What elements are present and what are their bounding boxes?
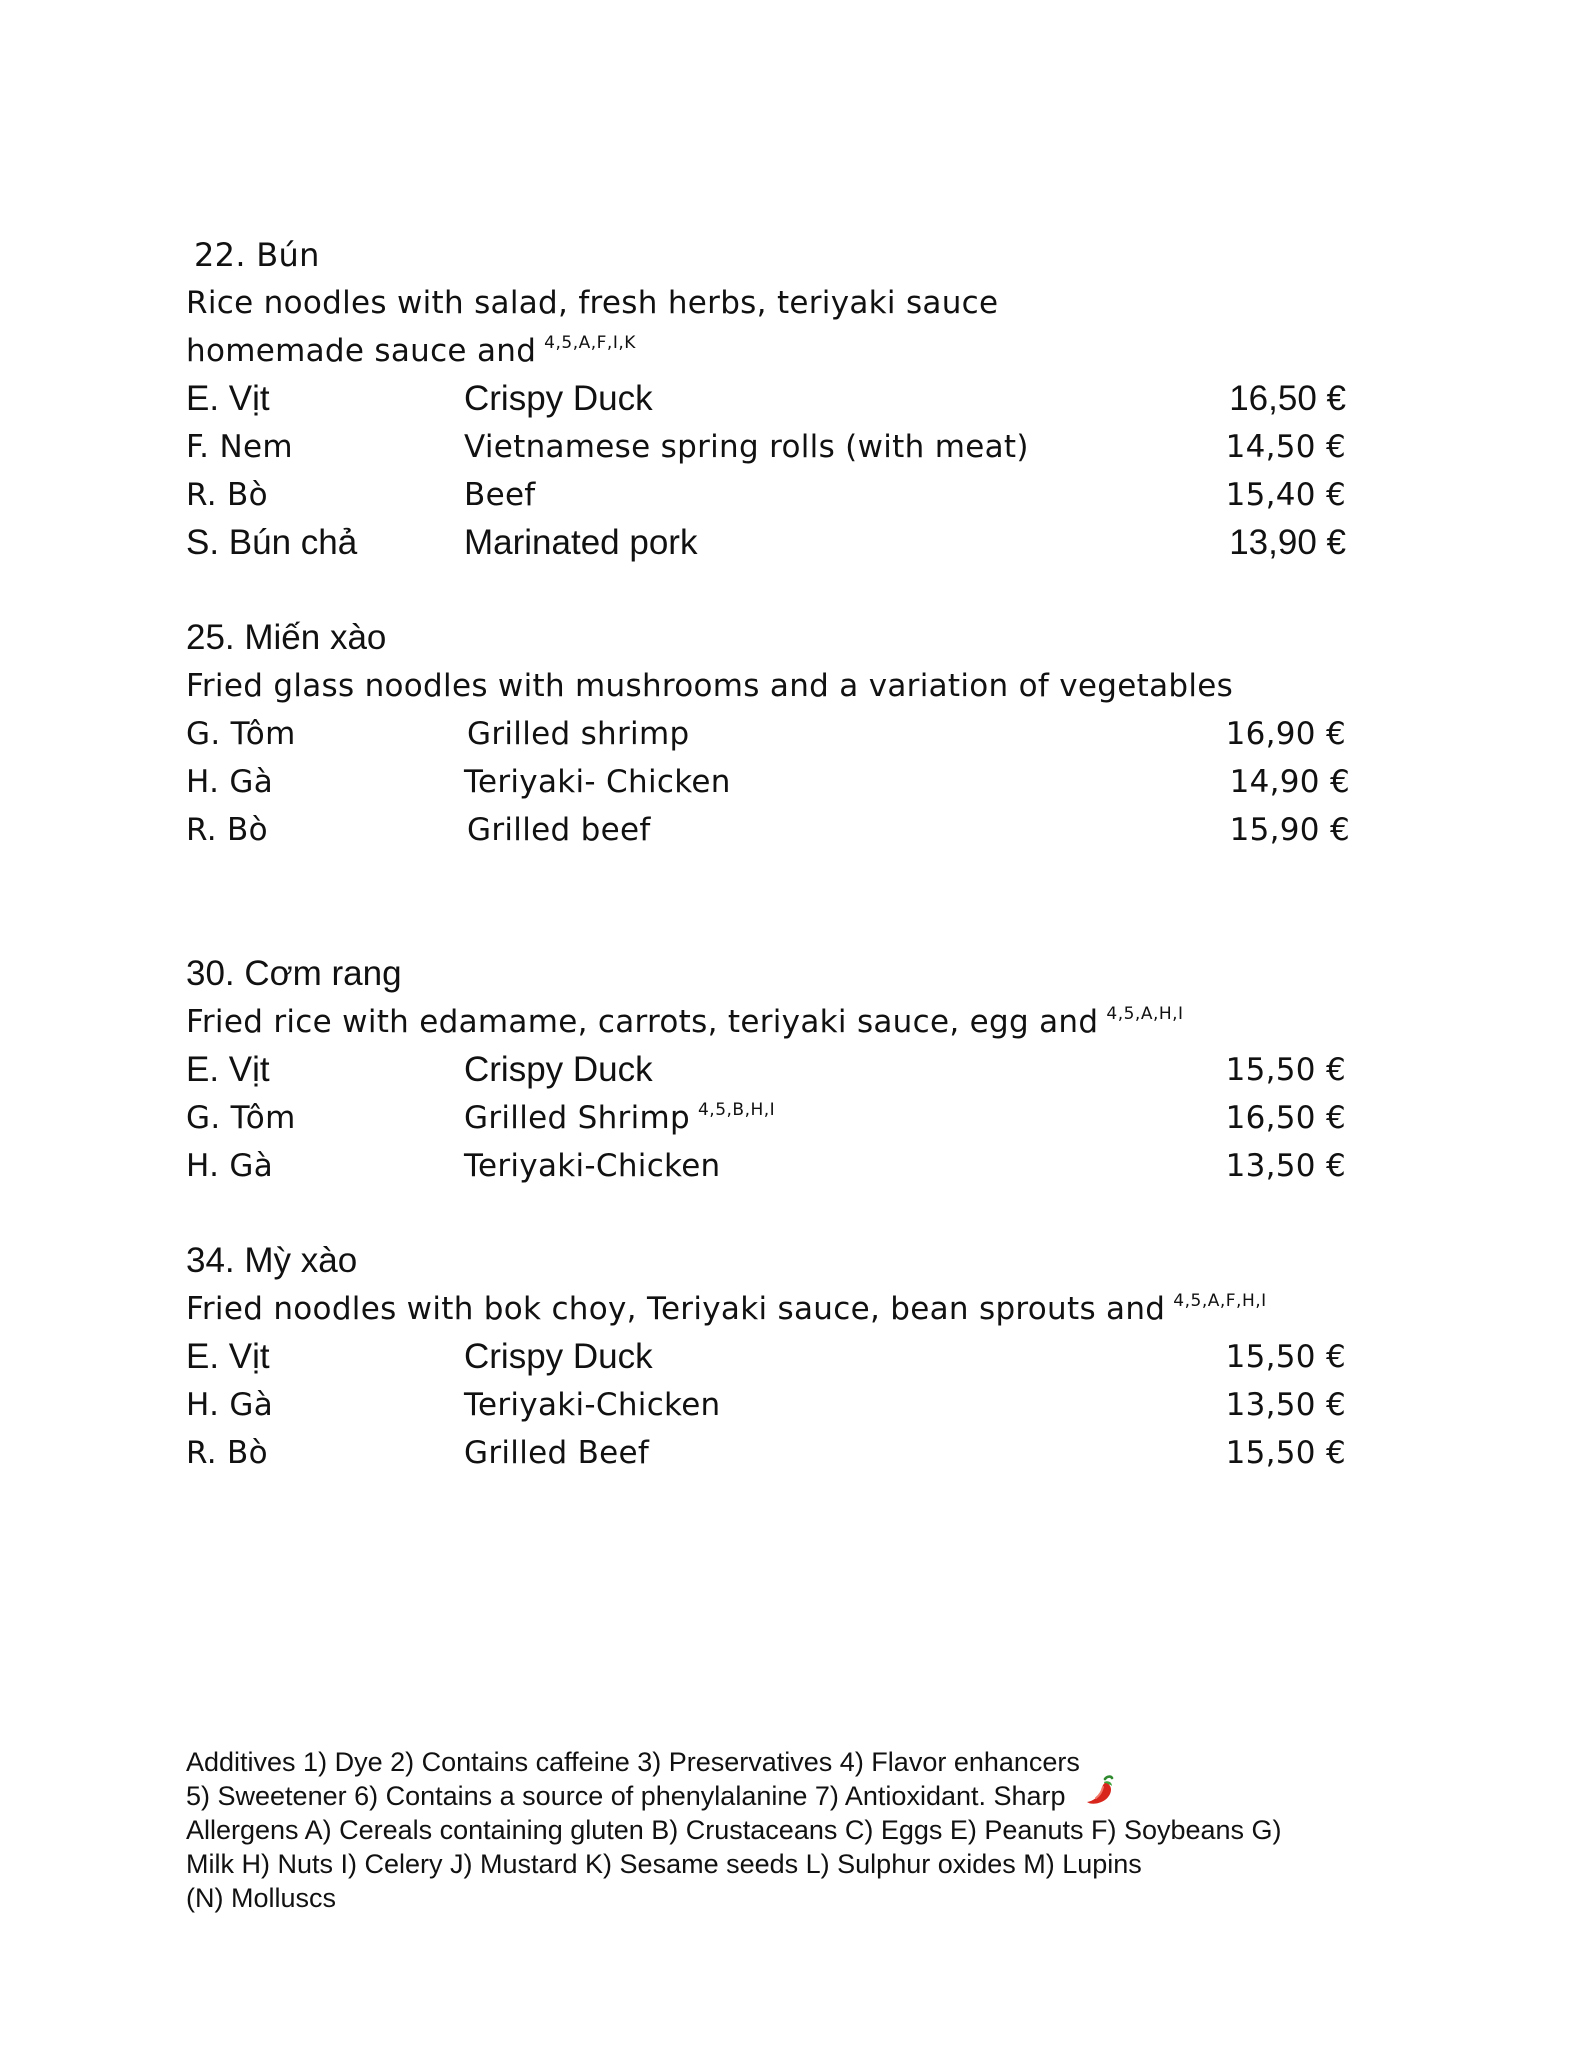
item-price: 14,50 €: [1225, 429, 1346, 465]
menu-item-row: [186, 1046, 1346, 1094]
item-name: Teriyaki-Chicken: [464, 1387, 721, 1423]
item-name: Crispy Duck: [464, 379, 653, 418]
item-code: F. Nem: [186, 429, 293, 465]
item-code: G. Tôm: [186, 1100, 296, 1136]
item-name: Grilled Beef: [464, 1435, 650, 1471]
legend-text: Milk H) Nuts I) Celery J) Mustard K) Sesame seeds L) Sulphur oxides M) Lupins: [186, 1849, 1142, 1879]
item-code: H. Gà: [186, 764, 273, 800]
section-title: [186, 950, 1346, 998]
description-text: Fried rice with edamame, carrots, teriyaki sauce, egg and: [186, 1004, 1099, 1040]
menu-section-bun: [186, 231, 1346, 567]
menu-item-row: [186, 423, 1346, 471]
item-name-text: Grilled Shrimp: [464, 1100, 690, 1136]
menu-item-row: [186, 1094, 1346, 1142]
section-title-text: 30. Cơm rang: [186, 954, 402, 993]
description-text: Fried noodles with bok choy, Teriyaki sauce, bean sprouts and: [186, 1291, 1166, 1327]
item-name: Crispy Duck: [464, 1337, 653, 1376]
description-text: homemade sauce and: [186, 333, 537, 369]
item-price: 15,50 €: [1225, 1339, 1346, 1375]
allergen-codes: 4,5,B,H,I: [697, 1100, 776, 1120]
item-name: Grilled shrimp: [467, 716, 690, 752]
legend-line: [186, 1745, 1386, 1779]
item-price: 16,50 €: [1225, 1100, 1346, 1136]
item-price: 15,90 €: [1229, 812, 1350, 848]
legend-text: Allergens A) Cereals containing gluten B) Crustaceans C) Eggs E) Peanuts F) Soybeans G): [186, 1815, 1282, 1845]
section-description: [186, 279, 1346, 327]
allergen-codes: 4,5,A,H,I: [1106, 1004, 1184, 1024]
item-code: G. Tôm: [186, 716, 296, 752]
section-description: [186, 1285, 1346, 1333]
menu-item-row: [186, 519, 1346, 567]
menu-item-row: [186, 710, 1346, 758]
item-name: Teriyaki- Chicken: [464, 764, 731, 800]
legend-line: [186, 1813, 1386, 1847]
item-price: 16,50 €: [1229, 379, 1346, 418]
legend-text: 5) Sweetener 6) Contains a source of phenylalanine 7) Antioxidant. Sharp: [186, 1781, 1066, 1811]
item-price: 14,90 €: [1229, 764, 1350, 800]
menu-section-mien-xao: [186, 614, 1350, 854]
section-title-text: 25. Miến xào: [186, 618, 387, 657]
item-name: Teriyaki-Chicken: [464, 1148, 721, 1184]
item-name: Crispy Duck: [464, 1050, 653, 1089]
legend-text: Additives 1) Dye 2) Contains caffeine 3) Preservatives 4) Flavor enhancers: [186, 1747, 1080, 1777]
item-name: Beef: [464, 477, 536, 513]
item-name: [464, 1094, 775, 1147]
allergen-codes: 4,5,A,F,H,I: [1173, 1291, 1267, 1311]
menu-item-row: [186, 758, 1350, 806]
item-code: E. Vịt: [186, 379, 270, 418]
chili-pepper-icon: [1083, 1774, 1117, 1816]
section-title: [186, 231, 1346, 279]
item-price: 13,90 €: [1229, 523, 1346, 562]
menu-item-row: [186, 1333, 1346, 1381]
section-title-text: 22. Bún: [194, 236, 320, 274]
menu-section-my-xao: [186, 1237, 1346, 1477]
menu-section-com-rang: [186, 950, 1346, 1190]
legend-line: [186, 1779, 1386, 1813]
allergen-codes: 4,5,A,F,I,K: [544, 333, 636, 353]
item-code: H. Gà: [186, 1148, 273, 1184]
legend-line: [186, 1847, 1386, 1881]
legend-text: (N) Molluscs: [186, 1883, 337, 1913]
menu-item-row: [186, 1381, 1346, 1429]
item-price: 15,50 €: [1225, 1052, 1346, 1088]
section-description: [186, 998, 1346, 1046]
section-description: [186, 662, 1346, 710]
item-code: R. Bò: [186, 477, 268, 513]
legend-line: [186, 1881, 1386, 1915]
menu-item-row: [186, 806, 1350, 854]
item-price: 13,50 €: [1225, 1148, 1346, 1184]
item-code: R. Bò: [186, 1435, 268, 1471]
item-price: 15,50 €: [1225, 1435, 1346, 1471]
section-description: [186, 327, 1346, 375]
item-price: 13,50 €: [1225, 1387, 1346, 1423]
item-code: H. Gà: [186, 1387, 273, 1423]
section-title: [186, 1237, 1346, 1285]
item-name: Vietnamese spring rolls (with meat): [464, 429, 1029, 465]
menu-item-row: [186, 471, 1346, 519]
additives-allergens-legend: [186, 1745, 1386, 1915]
item-price: 15,40 €: [1225, 477, 1346, 513]
section-title-text: 34. Mỳ xào: [186, 1241, 358, 1280]
item-price: 16,90 €: [1225, 716, 1346, 752]
item-name: Grilled beef: [467, 812, 651, 848]
item-code: E. Vịt: [186, 1050, 270, 1089]
description-text: Rice noodles with salad, fresh herbs, teriyaki sauce: [186, 285, 999, 321]
item-code: S. Bún chả: [186, 523, 358, 562]
section-title: [186, 614, 1346, 662]
menu-item-row: [186, 1142, 1346, 1190]
chili-pepper-svg: [1083, 1774, 1117, 1808]
item-name: Marinated pork: [464, 523, 698, 562]
menu-item-row: [186, 375, 1346, 423]
menu-item-row: [186, 1429, 1346, 1477]
description-text: Fried glass noodles with mushrooms and a variation of vegetables: [186, 668, 1234, 704]
item-code: E. Vịt: [186, 1337, 270, 1376]
item-code: R. Bò: [186, 812, 268, 848]
